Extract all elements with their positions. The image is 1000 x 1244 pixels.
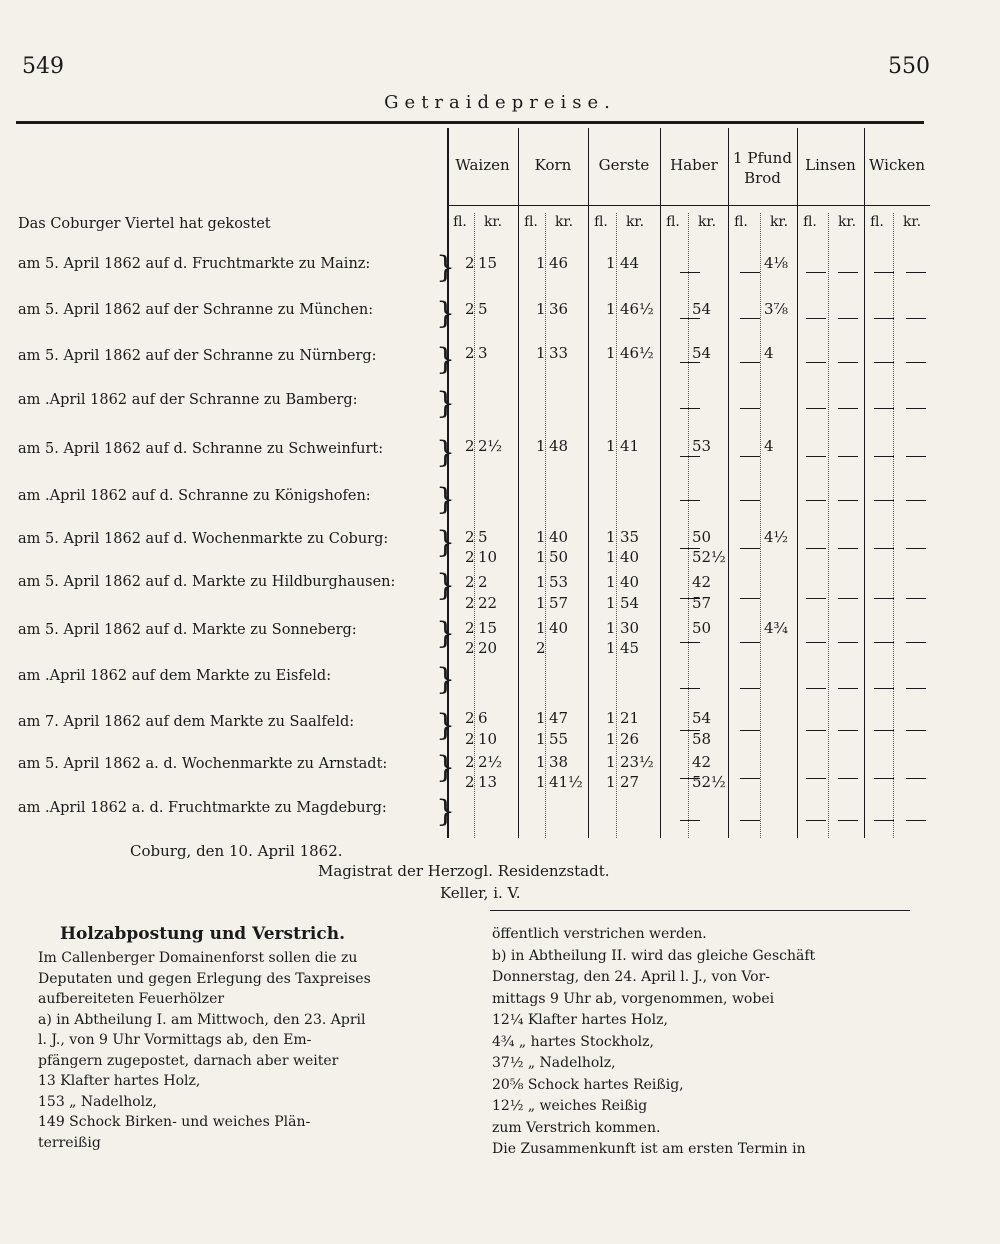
empty-dash [806, 598, 826, 599]
empty-dash [680, 456, 700, 457]
empty-dash [740, 688, 760, 689]
header-rule [447, 205, 930, 206]
empty-dash [680, 778, 700, 779]
empty-dash [680, 598, 700, 599]
price-value: 57 [549, 594, 569, 612]
row-label: am .April 1862 auf der Schranne zu Bamberg: [18, 392, 358, 408]
price-value: 52½ [692, 548, 726, 566]
notice-heading: Holzabpostung und Verstrich. [60, 924, 345, 944]
unit-kr: kr. [483, 214, 503, 230]
price-value: 4⅛ [764, 254, 789, 272]
unit-kr: kr. [769, 214, 789, 230]
page-title: Getraidepreise. [384, 92, 616, 113]
price-value: 15 [478, 254, 498, 272]
empty-dash [740, 500, 760, 501]
notice-line: 37½ „ Nadelholz, [492, 1055, 616, 1071]
empty-dash [680, 408, 700, 409]
column-divider [728, 128, 729, 838]
notice-line: 153 „ Nadelholz, [38, 1093, 157, 1110]
unit-kr: kr. [902, 214, 922, 230]
empty-dash [874, 642, 894, 643]
empty-dash [680, 362, 700, 363]
row-label: am .April 1862 auf dem Markte zu Eisfeld: [18, 668, 332, 684]
table-lead-text: Das Coburger Viertel hat gekostet [18, 216, 271, 232]
empty-dash [680, 318, 700, 319]
notice-line: Im Callenberger Domainenforst sollen die zu [38, 950, 358, 966]
price-value: 53 [692, 437, 712, 455]
price-value: 1 [536, 709, 546, 727]
unit-fl: fl. [803, 214, 817, 230]
unit-fl: fl. [870, 214, 884, 230]
unit-fl: fl. [734, 214, 748, 230]
price-value: 1 [606, 573, 616, 591]
price-value: 40 [620, 573, 640, 591]
price-value: 2 [465, 548, 475, 566]
empty-dash [838, 456, 858, 457]
column-divider [660, 128, 661, 838]
empty-dash [740, 456, 760, 457]
empty-dash [906, 730, 926, 731]
empty-dash [874, 730, 894, 731]
price-value: 54 [692, 709, 712, 727]
unit-fl: fl. [594, 214, 608, 230]
empty-dash [806, 778, 826, 779]
price-value: 1 [606, 709, 616, 727]
price-value: 50 [692, 528, 712, 546]
notice-line: Die Zusammenkunft ist am ersten Termin in [492, 1141, 806, 1157]
notice-line: Donnerstag, den 24. April l. J., von Vor- [492, 969, 771, 985]
empty-dash [806, 730, 826, 731]
empty-dash [740, 272, 760, 273]
column-header: Waizen [455, 156, 510, 174]
empty-dash [874, 778, 894, 779]
price-value: 1 [606, 437, 616, 455]
price-value: 1 [536, 619, 546, 637]
price-value: 52½ [692, 773, 726, 791]
empty-dash [806, 408, 826, 409]
price-value: 26 [620, 730, 640, 748]
notice-line: 4¾ „ hartes Stockholz, [492, 1033, 654, 1050]
price-value: 1 [536, 573, 546, 591]
empty-dash [680, 820, 700, 821]
empty-dash [680, 500, 700, 501]
notice-line: mittags 9 Uhr ab, vorgenommen, wobei [492, 990, 775, 1007]
empty-dash [806, 318, 826, 319]
empty-dash [838, 778, 858, 779]
empty-dash [838, 272, 858, 273]
price-value: 13 [478, 773, 498, 791]
empty-dash [740, 598, 760, 599]
row-label: am 5. April 1862 auf der Schranne zu Nürnberg: [18, 348, 377, 364]
price-value: 41½ [549, 773, 583, 791]
authority-line: Magistrat der Herzogl. Residenzstadt. [318, 862, 610, 880]
empty-dash [680, 548, 700, 549]
price-value: 1 [606, 619, 616, 637]
price-value: 2 [465, 344, 475, 362]
column-header: Haber [670, 156, 718, 174]
empty-dash [740, 820, 760, 821]
price-value: 36 [549, 300, 569, 318]
price-value: 5 [478, 528, 488, 546]
column-header: Korn [534, 156, 572, 174]
price-value: 1 [606, 639, 616, 657]
unit-fl: fl. [666, 214, 680, 230]
column-header: Wicken [869, 156, 925, 174]
subcolumn-divider [828, 213, 829, 838]
row-brace: } [436, 568, 456, 603]
price-value: 48 [549, 437, 569, 455]
price-value: 2 [465, 300, 475, 318]
row-brace: } [436, 662, 456, 697]
price-value: 1 [606, 528, 616, 546]
price-value: 2 [465, 730, 475, 748]
column-divider [797, 128, 798, 838]
empty-dash [838, 408, 858, 409]
notice-line: a) in Abtheilung I. am Mittwoch, den 23. April [38, 1011, 366, 1028]
price-value: 55 [549, 730, 569, 748]
price-value: 46½ [620, 344, 654, 362]
price-value: 35 [620, 528, 640, 546]
price-value: 1 [536, 548, 546, 566]
empty-dash [838, 642, 858, 643]
row-brace: } [436, 296, 456, 331]
row-brace: } [436, 750, 456, 785]
price-value: 2 [465, 528, 475, 546]
empty-dash [874, 598, 894, 599]
row-brace: } [436, 435, 456, 470]
price-value: 15 [478, 619, 498, 637]
empty-dash [906, 272, 926, 273]
row-brace: } [436, 482, 456, 517]
empty-dash [806, 688, 826, 689]
price-value: 2 [465, 619, 475, 637]
price-value: 3 [478, 344, 488, 362]
empty-dash [874, 318, 894, 319]
price-value: 4 [764, 344, 774, 362]
price-value: 2 [465, 594, 475, 612]
row-label: am 5. April 1862 auf d. Fruchtmarkte zu Mainz: [18, 256, 371, 272]
empty-dash [874, 408, 894, 409]
price-value: 2 [465, 709, 475, 727]
price-value: 4 [764, 437, 774, 455]
subcolumn-divider [760, 213, 761, 838]
price-value: 1 [606, 773, 616, 791]
price-value: 2 [465, 254, 475, 272]
empty-dash [874, 548, 894, 549]
empty-dash [806, 456, 826, 457]
row-label: am 7. April 1862 auf dem Markte zu Saalfeld: [18, 714, 355, 730]
price-value: 10 [478, 730, 498, 748]
column-divider [864, 128, 865, 838]
empty-dash [906, 500, 926, 501]
price-value: 1 [536, 254, 546, 272]
empty-dash [806, 820, 826, 821]
price-value: 38 [549, 753, 569, 771]
subcolumn-divider [616, 213, 617, 838]
empty-dash [806, 500, 826, 501]
price-value: 54 [692, 344, 712, 362]
empty-dash [806, 642, 826, 643]
price-value: 4½ [764, 528, 789, 546]
empty-dash [680, 730, 700, 731]
empty-dash [874, 820, 894, 821]
price-value: 1 [536, 773, 546, 791]
empty-dash [680, 642, 700, 643]
empty-dash [906, 688, 926, 689]
price-value: 1 [606, 753, 616, 771]
price-value: 42 [692, 573, 712, 591]
price-value: 45 [620, 639, 640, 657]
notice-line: terreißig [38, 1134, 101, 1151]
notice-line: zum Verstrich kommen. [492, 1119, 661, 1136]
empty-dash [906, 642, 926, 643]
empty-dash [906, 548, 926, 549]
row-label: am 5. April 1862 auf d. Markte zu Sonneberg: [18, 622, 357, 638]
notice-line: 149 Schock Birken- und weiches Plän- [38, 1114, 311, 1130]
price-value: 41 [620, 437, 640, 455]
empty-dash [838, 598, 858, 599]
empty-dash [740, 778, 760, 779]
empty-dash [906, 362, 926, 363]
empty-dash [680, 688, 700, 689]
price-value: 46 [549, 254, 569, 272]
signature-line: Keller, i. V. [440, 884, 521, 902]
price-value: 1 [606, 344, 616, 362]
row-label: am 5. April 1862 auf d. Wochenmarkte zu Coburg: [18, 531, 389, 547]
unit-fl: fl. [524, 214, 538, 230]
row-brace: } [436, 250, 456, 285]
empty-dash [838, 688, 858, 689]
notice-line: pfängern zugepostet, darnach aber weiter [38, 1052, 339, 1069]
price-value: 2½ [478, 437, 503, 455]
column-header: Linsen [805, 156, 856, 174]
price-value: 2 [536, 639, 546, 657]
unit-kr: kr. [837, 214, 857, 230]
row-label: am .April 1862 auf d. Schranne zu Königshofen: [18, 488, 371, 504]
empty-dash [906, 408, 926, 409]
price-value: 2 [465, 573, 475, 591]
column-header: Gerste [598, 156, 650, 174]
empty-dash [906, 456, 926, 457]
price-value: 20 [478, 639, 498, 657]
price-value: 1 [536, 594, 546, 612]
price-value: 10 [478, 548, 498, 566]
empty-dash [806, 548, 826, 549]
notice-line: 12½ „ weiches Reißig [492, 1098, 648, 1114]
price-value: 1 [536, 730, 546, 748]
empty-dash [838, 820, 858, 821]
empty-dash [874, 272, 894, 273]
price-value: 40 [620, 548, 640, 566]
row-brace: } [436, 616, 456, 651]
empty-dash [906, 778, 926, 779]
price-value: 4¾ [764, 619, 789, 637]
row-label: am 5. April 1862 auf der Schranne zu München: [18, 302, 374, 318]
empty-dash [806, 272, 826, 273]
price-value: 1 [606, 548, 616, 566]
price-value: 2 [465, 639, 475, 657]
notice-line: 12¼ Klafter hartes Holz, [492, 1012, 668, 1028]
price-value: 1 [536, 437, 546, 455]
empty-dash [740, 362, 760, 363]
date-line: Coburg, den 10. April 1862. [130, 842, 343, 860]
price-value: 1 [536, 300, 546, 318]
empty-dash [838, 318, 858, 319]
empty-dash [680, 272, 700, 273]
notice-line: b) in Abtheilung II. wird das gleiche Geschäft [492, 947, 816, 964]
column-divider [518, 128, 519, 838]
price-value: 54 [692, 300, 712, 318]
price-value: 40 [549, 528, 569, 546]
empty-dash [838, 362, 858, 363]
price-value: 47 [549, 709, 569, 727]
price-value: 21 [620, 709, 640, 727]
row-brace: } [436, 525, 456, 560]
price-value: 1 [606, 300, 616, 318]
price-value: 2 [465, 753, 475, 771]
subcolumn-divider [688, 213, 689, 838]
row-brace: } [436, 708, 456, 743]
price-value: 1 [536, 753, 546, 771]
empty-dash [874, 500, 894, 501]
empty-dash [874, 688, 894, 689]
notice-line: öffentlich verstrichen werden. [492, 926, 707, 942]
page-number-left: 549 [22, 54, 64, 79]
notice-line: 13 Klafter hartes Holz, [38, 1073, 201, 1089]
price-value: 5 [478, 300, 488, 318]
price-value: 2 [478, 573, 488, 591]
empty-dash [906, 318, 926, 319]
notice-line: Deputaten und gegen Erlegung des Taxpreises [38, 970, 371, 987]
price-value: 54 [620, 594, 640, 612]
row-brace: } [436, 386, 456, 421]
notice-line: l. J., von 9 Uhr Vormittags ab, den Em- [38, 1032, 312, 1048]
notice-line: aufbereiteten Feuerhölzer [38, 991, 225, 1007]
section-rule [490, 910, 910, 911]
row-brace: } [436, 794, 456, 829]
price-value: 6 [478, 709, 488, 727]
price-value: 57 [692, 594, 712, 612]
empty-dash [740, 642, 760, 643]
unit-kr: kr. [554, 214, 574, 230]
empty-dash [740, 730, 760, 731]
price-value: 46½ [620, 300, 654, 318]
price-value: 50 [549, 548, 569, 566]
unit-fl: fl. [453, 214, 467, 230]
page-number-right: 550 [888, 54, 930, 79]
price-value: 30 [620, 619, 640, 637]
price-value: 22 [478, 594, 498, 612]
row-label: am 5. April 1862 auf d. Markte zu Hildburghausen: [18, 574, 396, 590]
price-value: 33 [549, 344, 569, 362]
unit-kr: kr. [625, 214, 645, 230]
price-value: 44 [620, 254, 640, 272]
price-value: 2½ [478, 753, 503, 771]
price-value: 3⅞ [764, 300, 789, 318]
price-value: 53 [549, 573, 569, 591]
subcolumn-divider [893, 213, 894, 838]
notice-line: 20⅝ Schock hartes Reißig, [492, 1076, 684, 1093]
empty-dash [806, 362, 826, 363]
price-value: 1 [536, 528, 546, 546]
empty-dash [906, 820, 926, 821]
price-value: 2 [465, 437, 475, 455]
price-value: 1 [536, 344, 546, 362]
price-value: 50 [692, 619, 712, 637]
empty-dash [838, 500, 858, 501]
row-brace: } [436, 342, 456, 377]
empty-dash [874, 456, 894, 457]
price-value: 42 [692, 753, 712, 771]
price-value: 27 [620, 773, 640, 791]
empty-dash [740, 408, 760, 409]
price-value: 58 [692, 730, 712, 748]
empty-dash [838, 730, 858, 731]
unit-kr: kr. [697, 214, 717, 230]
price-value: 1 [606, 730, 616, 748]
price-value: 1 [606, 254, 616, 272]
empty-dash [906, 598, 926, 599]
column-header: 1 Pfund Brod [733, 149, 792, 187]
price-value: 23½ [620, 753, 654, 771]
row-label: am 5. April 1862 a. d. Wochenmarkte zu Arnstadt: [18, 756, 388, 772]
row-label: am 5. April 1862 auf d. Schranne zu Schweinfurt: [18, 441, 384, 457]
price-value: 40 [549, 619, 569, 637]
empty-dash [874, 362, 894, 363]
empty-dash [740, 548, 760, 549]
row-label: am .April 1862 a. d. Fruchtmarkte zu Magdeburg: [18, 800, 387, 816]
empty-dash [838, 548, 858, 549]
empty-dash [740, 318, 760, 319]
price-value: 1 [606, 594, 616, 612]
price-value: 2 [465, 773, 475, 791]
column-divider [588, 128, 589, 838]
